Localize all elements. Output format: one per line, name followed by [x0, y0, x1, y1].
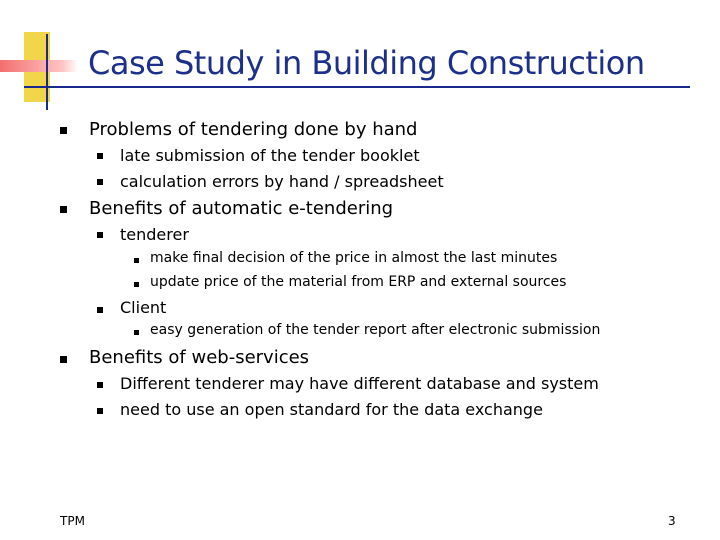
sub-sub-bullet-final-decision: make final decision of the price in almost the last minutes: [150, 250, 558, 266]
bullet-benefits-web-services: Benefits of web-services: [89, 347, 310, 368]
bullet-marker: [60, 206, 67, 213]
sub-bullet-different-tenderer: Different tenderer may have different database and system: [120, 374, 599, 393]
bullet-marker: [97, 307, 103, 313]
sub-sub-bullet-update-price: update price of the material from ERP and external sources: [150, 274, 567, 290]
sub-bullet-tenderer: tenderer: [120, 225, 189, 244]
footer-label: TPM: [60, 514, 85, 528]
bullet-marker: [97, 232, 103, 238]
sub-sub-bullet-easy-generation: easy generation of the tender report after electronic submission: [150, 322, 601, 338]
bullet-benefits-etendering: Benefits of automatic e-tendering: [89, 198, 394, 219]
bullet-marker: [134, 282, 139, 287]
sub-bullet-open-standard: need to use an open standard for the data exchange: [120, 400, 543, 419]
decorative-red-bar: [0, 60, 78, 72]
bullet-marker: [60, 356, 67, 363]
sub-bullet-client: Client: [120, 298, 167, 317]
bullet-marker: [97, 153, 103, 159]
bullet-problems: Problems of tendering done by hand: [89, 119, 418, 140]
sub-bullet-calculation-errors: calculation errors by hand / spreadsheet: [120, 172, 444, 191]
slide-title: Case Study in Building Construction: [88, 44, 645, 82]
sub-bullet-late-submission: late submission of the tender booklet: [120, 146, 420, 165]
decorative-vertical-line: [46, 34, 48, 110]
bullet-marker: [134, 258, 139, 263]
title-underline: [80, 86, 690, 88]
page-number: 3: [668, 514, 676, 528]
decorative-horizontal-line: [24, 86, 80, 88]
bullet-marker: [134, 330, 139, 335]
bullet-marker: [97, 408, 103, 414]
bullet-marker: [97, 382, 103, 388]
bullet-marker: [60, 127, 67, 134]
bullet-marker: [97, 179, 103, 185]
